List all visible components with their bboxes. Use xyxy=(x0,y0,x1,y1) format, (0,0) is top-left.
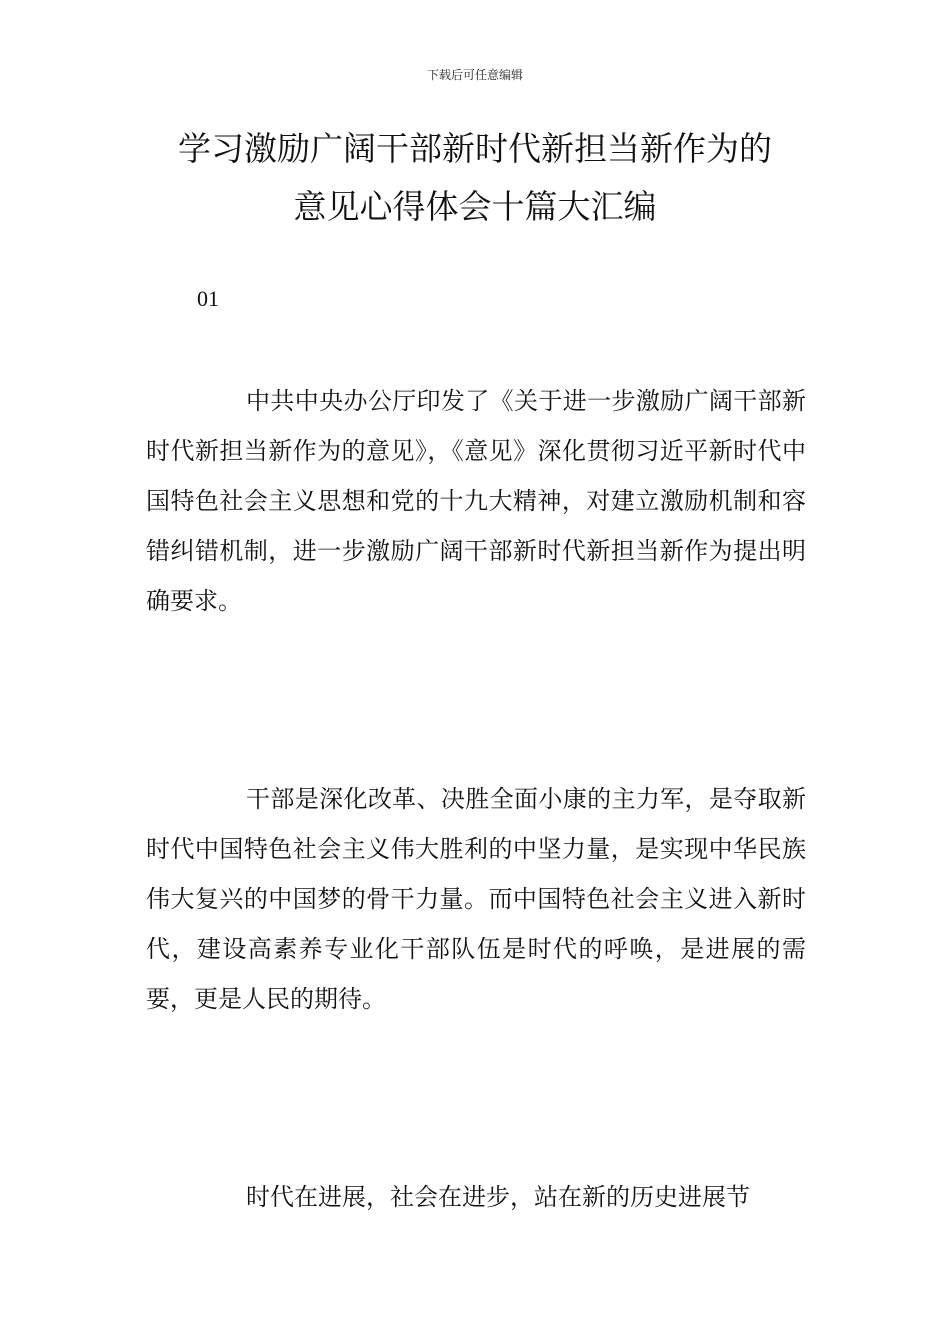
document-title xyxy=(140,120,810,236)
section-number: 01 xyxy=(197,286,219,311)
header-note: 下载后可任意编辑 xyxy=(426,68,523,82)
body-paragraph-1: 中共中央办公厅印发了《关于进一步激励广阔干部新时代新担当新作为的意见》，《意见》深化贯彻习近平新时代中国特色社会主义思想和党的十九大精神，对建立激励机制和容错纠错机制，进一步激励广阔干部新时代新担当新作为提出明确要求。 xyxy=(146,387,806,615)
title-line-2: 意见心得体会十篇大汇编 xyxy=(293,187,657,226)
title-line-1: 学习激励广阔干部新时代新担当新作为的 xyxy=(178,129,772,168)
body-paragraph-2: 干部是深化改革、决胜全面小康的主力军，是夺取新时代中国特色社会主义伟大胜利的中坚力量，是实现中华民族伟大复兴的中国梦的骨干力量。而中国特色社会主义进入新时代，建设高素养专业化干部队伍是时代的呼唤，是进展的需要，更是人民的期待。 xyxy=(146,785,806,1013)
body-paragraph-3: 时代在进展，社会在进步，站在新的历史进展节 xyxy=(246,1183,750,1211)
